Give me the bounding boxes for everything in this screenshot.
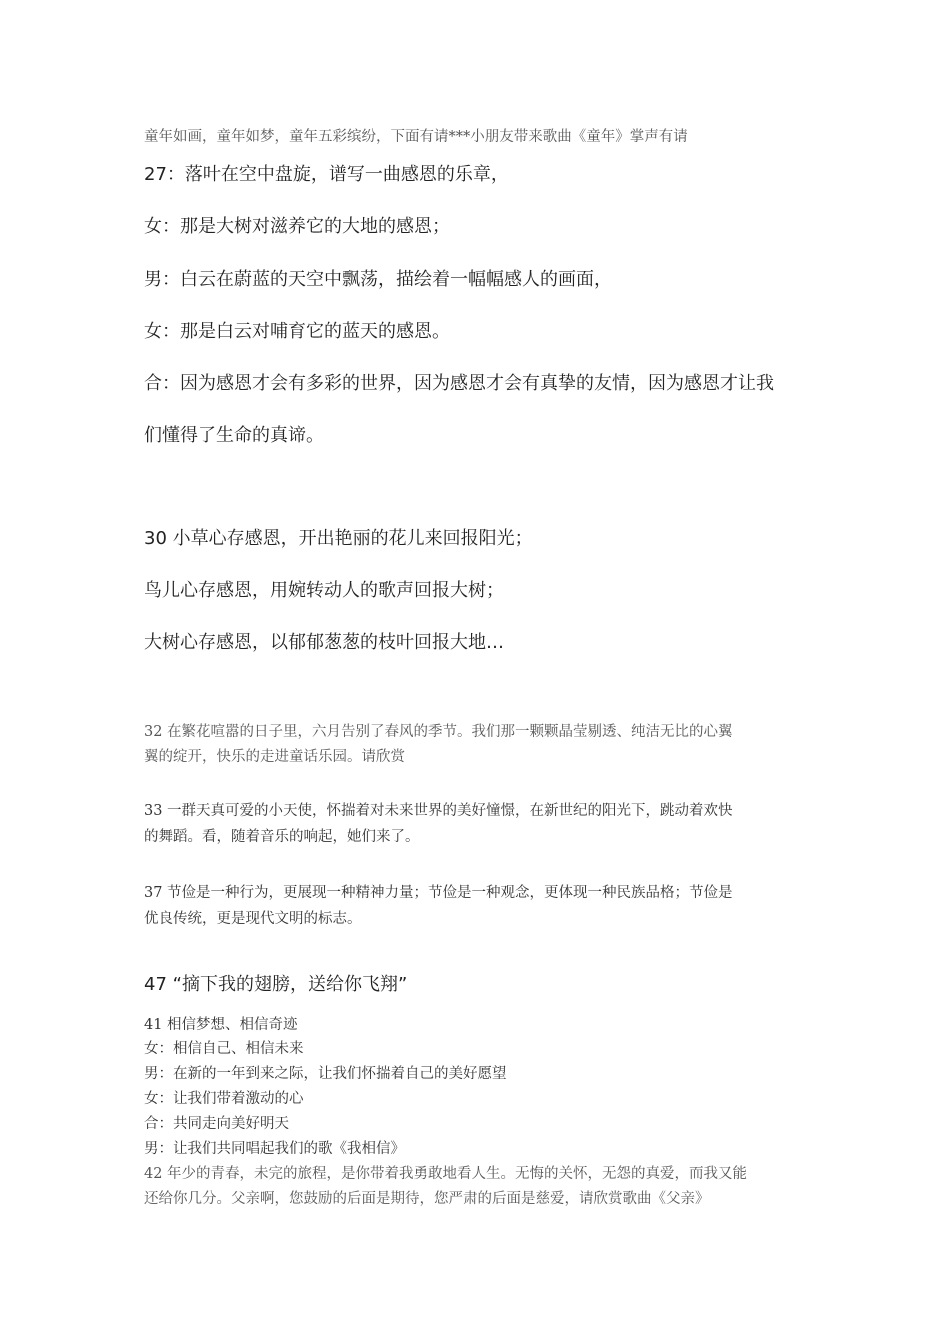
- line-big-tree: 大树心存感恩，以郁郁葱葱的枝叶回报大地…: [144, 632, 504, 653]
- line-together-gratitude: 合：因为感恩才会有多彩的世界，因为感恩才会有真挚的友情，因为感恩才让我: [144, 373, 774, 394]
- line-30-grass: 30 小草心存感恩，开出艳丽的花儿来回报阳光；: [144, 528, 533, 549]
- line-female-tree: 女：那是大树对滋养它的大地的感恩；: [144, 216, 450, 237]
- line-male-clouds: 男：白云在蔚蓝的天空中飘荡，描绘着一幅幅感人的画面，: [144, 269, 612, 290]
- line-27-leaves: 27：落叶在空中盘旋，谱写一曲感恩的乐章，: [144, 164, 509, 185]
- intro-line-childhood: 童年如画，童年如梦，童年五彩缤纷，下面有请***小朋友带来歌曲《童年》掌声有请: [144, 129, 688, 145]
- line-male-new-year: 男：在新的一年到来之际，让我们怀揣着自己的美好愿望: [144, 1066, 507, 1082]
- line-42-youth: 42 年少的青春，未完的旅程，是你带着我勇敢地看人生。无悔的关怀，无怨的真爱，而我又能: [144, 1166, 748, 1182]
- line-33-angels-cont: 的舞蹈。看，随着音乐的响起，她们来了。: [144, 829, 420, 845]
- line-37-thrift: 37 节俭是一种行为，更展现一种精神力量；节俭是一种观念，更体现一种民族品格；节俭是: [144, 885, 733, 901]
- line-37-thrift-cont: 优良传统，更是现代文明的标志。: [144, 911, 362, 927]
- line-together-tomorrow: 合：共同走向美好明天: [144, 1116, 289, 1132]
- line-32-flowers: 32 在繁花喧嚣的日子里，六月告别了春风的季节。我们那一颗颗晶莹剔透、纯洁无比的心翼: [144, 724, 733, 740]
- line-41-dreams: 41 相信梦想、相信奇迹: [144, 1017, 298, 1033]
- line-female-sky: 女：那是白云对哺育它的蓝天的感恩。: [144, 321, 450, 342]
- line-42-youth-cont: 还给你几分。父亲啊，您鼓励的后面是期待，您严肃的后面是慈爱，请欣赏歌曲《父亲》: [144, 1191, 710, 1207]
- line-female-believe: 女：相信自己、相信未来: [144, 1041, 304, 1057]
- line-33-angels: 33 一群天真可爱的小天使，怀揣着对未来世界的美好憧憬，在新世纪的阳光下，跳动着欢快: [144, 803, 733, 819]
- line-together-gratitude-cont: 们懂得了生命的真谛。: [144, 425, 324, 446]
- line-female-excited: 女：让我们带着激动的心: [144, 1091, 304, 1107]
- line-32-flowers-cont: 翼的绽开，快乐的走进童话乐园。请欣赏: [144, 749, 405, 765]
- line-male-song: 男：让我们共同唱起我们的歌《我相信》: [144, 1141, 405, 1157]
- line-47-wings: 47 “摘下我的翅膀，送给你飞翔”: [144, 974, 408, 995]
- line-bird: 鸟儿心存感恩，用婉转动人的歌声回报大树；: [144, 580, 504, 601]
